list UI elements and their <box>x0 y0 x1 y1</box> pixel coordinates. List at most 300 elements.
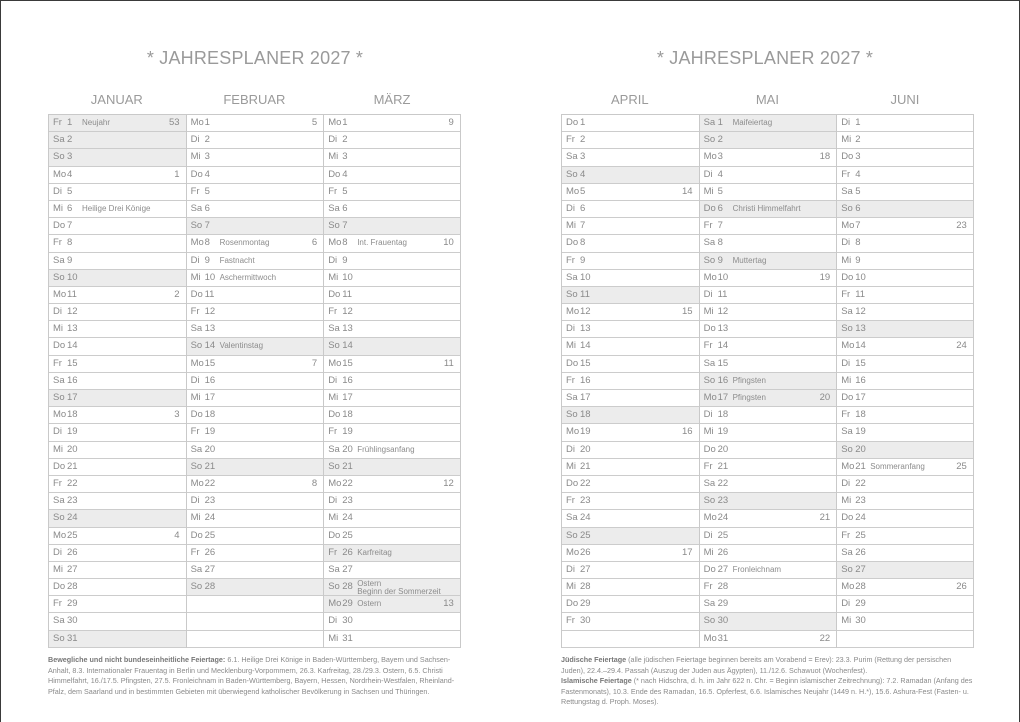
day-cell[interactable] <box>49 270 186 287</box>
day-cell[interactable] <box>324 253 460 270</box>
day-cell[interactable] <box>49 235 186 252</box>
weekday: Fr <box>566 374 575 386</box>
day-cell[interactable] <box>700 149 837 166</box>
day-cell[interactable] <box>562 424 699 441</box>
day-cell[interactable] <box>49 338 186 355</box>
day-number: 11 <box>342 288 353 300</box>
week-number: 12 <box>443 477 454 489</box>
day-cell[interactable] <box>700 373 837 390</box>
day-cell[interactable] <box>187 510 324 527</box>
day-cell[interactable] <box>562 613 699 630</box>
day-cell[interactable] <box>700 424 837 441</box>
weekday: Mi <box>328 632 339 644</box>
day-cell[interactable] <box>324 613 460 630</box>
day-number: 15 <box>717 357 729 369</box>
day-cell[interactable] <box>324 373 460 390</box>
day-cell[interactable] <box>562 235 699 252</box>
day-cell[interactable] <box>49 356 186 373</box>
day-cell[interactable] <box>837 321 973 338</box>
day-cell[interactable] <box>49 631 186 648</box>
weekday: Mi <box>566 340 577 352</box>
day-number: 3 <box>342 151 348 163</box>
day-cell[interactable] <box>562 287 699 304</box>
day-number: 27 <box>855 563 866 575</box>
day-cell[interactable] <box>324 167 460 184</box>
holiday-text: Frühlingsanfang <box>357 444 415 454</box>
weekday: Do <box>190 288 203 300</box>
day-cell[interactable] <box>49 253 186 270</box>
day-cell[interactable] <box>700 631 837 648</box>
day-cell[interactable] <box>837 270 973 287</box>
day-cell[interactable] <box>187 270 324 287</box>
day-cell[interactable] <box>562 545 699 562</box>
day-cell[interactable] <box>49 596 186 613</box>
day-number: 15 <box>67 357 78 369</box>
weekday: Mo <box>53 168 67 180</box>
weekday: So <box>841 563 853 575</box>
day-number: 28 <box>855 581 866 593</box>
weekday: Sa <box>566 392 578 403</box>
day-cell[interactable] <box>324 304 460 321</box>
weekday: Sa <box>703 117 716 128</box>
day-cell[interactable] <box>324 132 460 149</box>
day-number: 11 <box>67 288 77 300</box>
weekday: Di <box>566 563 575 575</box>
day-cell[interactable] <box>324 424 460 441</box>
day-cell[interactable] <box>49 115 186 132</box>
day-cell[interactable] <box>324 631 460 648</box>
month-name: MAI <box>755 92 779 107</box>
day-cell[interactable] <box>49 493 186 510</box>
day-cell[interactable] <box>562 184 699 201</box>
day-cell[interactable] <box>837 235 973 252</box>
day-cell[interactable] <box>49 459 186 476</box>
day-number: 4 <box>204 168 210 180</box>
day-number: 19 <box>580 426 591 438</box>
day-cell[interactable] <box>324 321 460 338</box>
weekday: Mo <box>566 426 580 438</box>
day-cell[interactable] <box>187 356 324 373</box>
day-number: 12 <box>855 306 866 318</box>
day-cell[interactable] <box>562 407 699 424</box>
day-number: 9 <box>342 254 348 266</box>
day-cell[interactable] <box>324 287 460 304</box>
day-cell[interactable] <box>187 407 324 424</box>
day-cell[interactable] <box>562 356 699 373</box>
day-number: 23 <box>717 495 729 507</box>
day-cell[interactable] <box>700 338 837 355</box>
page-title: * JAHRESPLANER 2027 * <box>146 48 364 68</box>
day-cell[interactable] <box>324 459 460 476</box>
day-cell[interactable] <box>49 613 186 630</box>
day-cell[interactable] <box>187 149 324 166</box>
day-cell[interactable] <box>562 304 699 321</box>
day-cell[interactable] <box>837 373 973 390</box>
week-number: 20 <box>819 392 831 403</box>
day-cell[interactable] <box>700 510 837 527</box>
month-name: FEBRUAR <box>223 92 286 107</box>
weekday: Do <box>53 460 66 472</box>
weekday: Fr <box>703 581 713 593</box>
day-cell[interactable] <box>187 390 324 407</box>
day-cell[interactable] <box>324 442 460 459</box>
day-number: 18 <box>342 409 353 421</box>
day-cell[interactable] <box>700 459 837 476</box>
day-cell[interactable] <box>49 476 186 493</box>
day-cell[interactable] <box>700 545 837 562</box>
day-cell[interactable] <box>324 562 460 579</box>
weekday: Do <box>703 323 716 335</box>
weekday: Fr <box>841 409 851 421</box>
day-cell[interactable] <box>49 218 186 235</box>
day-cell[interactable] <box>562 167 699 184</box>
holiday-label <box>357 235 407 251</box>
day-cell[interactable] <box>324 270 460 287</box>
day-number: 4 <box>342 168 348 180</box>
weekday: Sa <box>190 563 203 575</box>
day-cell[interactable] <box>187 218 324 235</box>
day-cell[interactable] <box>562 390 699 407</box>
day-cell[interactable] <box>562 528 699 545</box>
day-cell[interactable] <box>324 115 460 132</box>
day-number: 14 <box>717 340 729 352</box>
day-cell[interactable] <box>324 528 460 545</box>
day-cell[interactable] <box>324 476 460 493</box>
day-number: 12 <box>580 306 591 318</box>
day-cell[interactable] <box>187 613 324 630</box>
weekday: Mi <box>53 202 64 214</box>
weekday: Do <box>841 151 854 163</box>
day-cell[interactable] <box>700 579 837 596</box>
day-cell[interactable] <box>700 201 837 218</box>
day-cell[interactable] <box>700 235 837 252</box>
day-cell[interactable] <box>700 115 837 132</box>
weekday: Mo <box>328 117 342 128</box>
day-cell[interactable] <box>187 338 324 355</box>
day-cell[interactable] <box>562 442 699 459</box>
day-cell[interactable] <box>324 579 460 596</box>
weekday: Mi <box>53 443 64 455</box>
day-cell[interactable] <box>562 631 699 648</box>
weekday: Fr <box>190 546 200 558</box>
month-grid <box>323 114 461 648</box>
notes-heading-jewish: Jüdische Feiertage <box>561 655 627 664</box>
day-cell[interactable] <box>49 304 186 321</box>
day-cell[interactable] <box>700 613 837 630</box>
day-number: 27 <box>67 563 78 575</box>
holiday-text: Neujahr <box>82 118 111 127</box>
weekday: Do <box>841 512 854 524</box>
day-cell[interactable] <box>837 407 973 424</box>
day-cell[interactable] <box>837 287 973 304</box>
day-cell[interactable] <box>837 493 973 510</box>
day-cell[interactable] <box>49 201 186 218</box>
day-cell[interactable] <box>187 424 324 441</box>
day-cell[interactable] <box>187 631 324 648</box>
day-number: 5 <box>580 185 586 197</box>
day-cell[interactable] <box>700 304 837 321</box>
day-cell[interactable] <box>187 596 324 613</box>
day-cell[interactable] <box>700 184 837 201</box>
day-cell[interactable] <box>837 631 973 648</box>
weekday: Sa <box>53 254 65 266</box>
day-cell[interactable] <box>49 390 186 407</box>
day-cell[interactable] <box>700 493 837 510</box>
holiday-text: Maifeiertag <box>732 118 773 127</box>
day-cell[interactable] <box>49 510 186 527</box>
day-number: 29 <box>717 598 729 610</box>
day-cell[interactable] <box>700 562 837 579</box>
day-cell[interactable] <box>49 373 186 390</box>
day-cell[interactable] <box>837 184 973 201</box>
day-cell[interactable] <box>837 442 973 459</box>
day-number: 21 <box>580 460 591 472</box>
weekday: Mo <box>53 288 67 300</box>
day-cell[interactable] <box>187 493 324 510</box>
weekday: Do <box>703 443 716 455</box>
day-cell[interactable] <box>562 510 699 527</box>
day-cell[interactable] <box>837 218 973 235</box>
weekday: Mi <box>703 185 714 197</box>
day-cell[interactable] <box>700 407 837 424</box>
day-cell[interactable] <box>187 321 324 338</box>
weekday: Di <box>53 426 62 438</box>
day-cell[interactable] <box>49 184 186 201</box>
day-cell[interactable] <box>700 287 837 304</box>
weekday: Di <box>841 117 851 128</box>
weekday: Fr <box>328 426 338 438</box>
day-cell[interactable] <box>700 528 837 545</box>
weekday: Sa <box>566 151 578 163</box>
day-number: 25 <box>342 529 353 541</box>
day-cell[interactable] <box>700 442 837 459</box>
day-cell[interactable] <box>187 373 324 390</box>
day-cell[interactable] <box>187 167 324 184</box>
day-cell[interactable] <box>700 167 837 184</box>
day-cell[interactable] <box>187 115 324 132</box>
weekday: Do <box>328 288 341 300</box>
day-cell[interactable] <box>837 304 973 321</box>
day-cell[interactable] <box>837 424 973 441</box>
weekday: Mo <box>703 151 717 163</box>
day-cell[interactable] <box>49 545 186 562</box>
day-cell[interactable] <box>700 132 837 149</box>
day-cell[interactable] <box>562 596 699 613</box>
weekday: Di <box>566 323 575 335</box>
weekday: Sa <box>53 615 65 627</box>
day-cell[interactable] <box>837 201 973 218</box>
day-cell[interactable] <box>324 149 460 166</box>
day-cell[interactable] <box>837 149 973 166</box>
day-number: 1 <box>855 117 861 128</box>
week-number: 18 <box>819 151 831 163</box>
day-cell[interactable] <box>187 184 324 201</box>
day-cell[interactable] <box>562 201 699 218</box>
weekday: Fr <box>566 615 575 627</box>
day-cell[interactable] <box>562 149 699 166</box>
day-number: 31 <box>67 632 78 644</box>
day-cell[interactable] <box>187 476 324 493</box>
holiday-notes <box>561 655 976 708</box>
day-cell[interactable] <box>324 218 460 235</box>
day-cell[interactable] <box>562 493 699 510</box>
weekday: Di <box>328 134 338 146</box>
day-cell[interactable] <box>49 442 186 459</box>
day-number: 24 <box>67 512 78 524</box>
day-cell[interactable] <box>562 218 699 235</box>
day-cell[interactable] <box>562 338 699 355</box>
day-number: 26 <box>855 546 866 558</box>
day-cell[interactable] <box>324 545 460 562</box>
day-number: 17 <box>67 392 78 403</box>
day-cell[interactable] <box>324 390 460 407</box>
day-cell[interactable] <box>837 390 973 407</box>
day-cell[interactable] <box>562 562 699 579</box>
day-cell[interactable] <box>562 321 699 338</box>
day-number: 17 <box>580 392 591 403</box>
day-cell[interactable] <box>187 253 324 270</box>
day-cell[interactable] <box>837 115 973 132</box>
day-cell[interactable] <box>324 510 460 527</box>
day-cell[interactable] <box>324 184 460 201</box>
day-number: 21 <box>204 460 216 472</box>
holiday-text: Ostern <box>357 599 382 609</box>
day-number: 12 <box>204 306 216 318</box>
day-number: 17 <box>717 392 729 403</box>
day-number: 10 <box>717 271 729 283</box>
day-cell[interactable] <box>49 132 186 149</box>
day-number: 28 <box>580 581 591 593</box>
day-cell[interactable] <box>49 528 186 545</box>
day-cell[interactable] <box>49 149 186 166</box>
day-cell[interactable] <box>562 270 699 287</box>
day-cell[interactable] <box>700 356 837 373</box>
day-cell[interactable] <box>49 407 186 424</box>
weekday: Do <box>190 529 203 541</box>
day-cell[interactable] <box>700 270 837 287</box>
day-cell[interactable] <box>837 132 973 149</box>
day-cell[interactable] <box>187 304 324 321</box>
day-cell[interactable] <box>187 545 324 562</box>
day-cell[interactable] <box>837 528 973 545</box>
day-cell[interactable] <box>837 562 973 579</box>
weekday: So <box>190 220 203 232</box>
day-cell[interactable] <box>700 253 837 270</box>
day-number: 15 <box>580 357 591 369</box>
day-cell[interactable] <box>562 132 699 149</box>
day-cell[interactable] <box>837 356 973 373</box>
day-cell[interactable] <box>562 459 699 476</box>
day-cell[interactable] <box>187 562 324 579</box>
weekday: Mi <box>566 220 577 232</box>
weekday: Sa <box>328 443 340 455</box>
day-cell[interactable] <box>324 493 460 510</box>
day-cell[interactable] <box>324 596 460 613</box>
day-cell[interactable] <box>700 390 837 407</box>
day-cell[interactable] <box>324 407 460 424</box>
weekday: Mo <box>190 477 204 489</box>
weekday: Di <box>841 477 851 489</box>
holiday-label <box>357 596 381 612</box>
weekday: Fr <box>841 529 851 541</box>
month-column <box>48 92 186 648</box>
day-cell[interactable] <box>562 115 699 132</box>
day-cell[interactable] <box>837 253 973 270</box>
day-cell[interactable] <box>837 476 973 493</box>
day-cell[interactable] <box>837 545 973 562</box>
day-cell[interactable] <box>700 596 837 613</box>
day-cell[interactable] <box>837 510 973 527</box>
weekday: So <box>328 460 340 472</box>
day-cell[interactable] <box>187 287 324 304</box>
day-cell[interactable] <box>187 442 324 459</box>
day-number: 11 <box>717 288 728 300</box>
day-cell[interactable] <box>700 476 837 493</box>
day-number: 2 <box>580 134 586 146</box>
day-cell[interactable] <box>324 235 460 252</box>
day-number: 30 <box>717 615 729 627</box>
day-cell[interactable] <box>187 235 324 252</box>
day-cell[interactable] <box>187 579 324 596</box>
day-number: 16 <box>342 374 353 386</box>
day-cell[interactable] <box>187 132 324 149</box>
day-cell[interactable] <box>49 562 186 579</box>
day-cell[interactable] <box>700 218 837 235</box>
day-cell[interactable] <box>837 596 973 613</box>
day-cell[interactable] <box>49 167 186 184</box>
day-cell[interactable] <box>700 321 837 338</box>
day-number: 9 <box>580 254 586 266</box>
holiday-text: Muttertag <box>732 255 767 265</box>
day-cell[interactable] <box>562 476 699 493</box>
day-cell[interactable] <box>562 373 699 390</box>
weekday: Sa <box>703 237 716 249</box>
day-cell[interactable] <box>187 528 324 545</box>
week-number: 11 <box>443 357 454 369</box>
day-cell[interactable] <box>324 338 460 355</box>
week-number: 15 <box>682 306 693 318</box>
weekday: So <box>841 443 853 455</box>
day-number: 24 <box>717 512 729 524</box>
day-cell[interactable] <box>49 579 186 596</box>
day-number: 15 <box>342 357 353 369</box>
day-cell[interactable] <box>49 287 186 304</box>
day-number: 3 <box>67 151 73 163</box>
weekday: Mo <box>328 598 342 610</box>
day-cell[interactable] <box>49 321 186 338</box>
day-number: 1 <box>717 117 723 128</box>
day-cell[interactable] <box>837 459 973 476</box>
day-cell[interactable] <box>837 167 973 184</box>
day-number: 13 <box>342 323 353 335</box>
day-cell[interactable] <box>324 356 460 373</box>
holiday-label <box>733 201 801 217</box>
day-cell[interactable] <box>562 579 699 596</box>
day-cell[interactable] <box>837 613 973 630</box>
day-number: 19 <box>717 426 729 438</box>
day-cell[interactable] <box>562 253 699 270</box>
day-number: 5 <box>67 185 73 197</box>
day-cell[interactable] <box>324 201 460 218</box>
page-right <box>510 0 1020 722</box>
day-number: 10 <box>67 271 78 283</box>
day-cell[interactable] <box>837 338 973 355</box>
day-cell[interactable] <box>837 579 973 596</box>
day-cell[interactable] <box>187 459 324 476</box>
day-cell[interactable] <box>49 424 186 441</box>
day-cell[interactable] <box>187 201 324 218</box>
weekday: Do <box>841 392 854 403</box>
